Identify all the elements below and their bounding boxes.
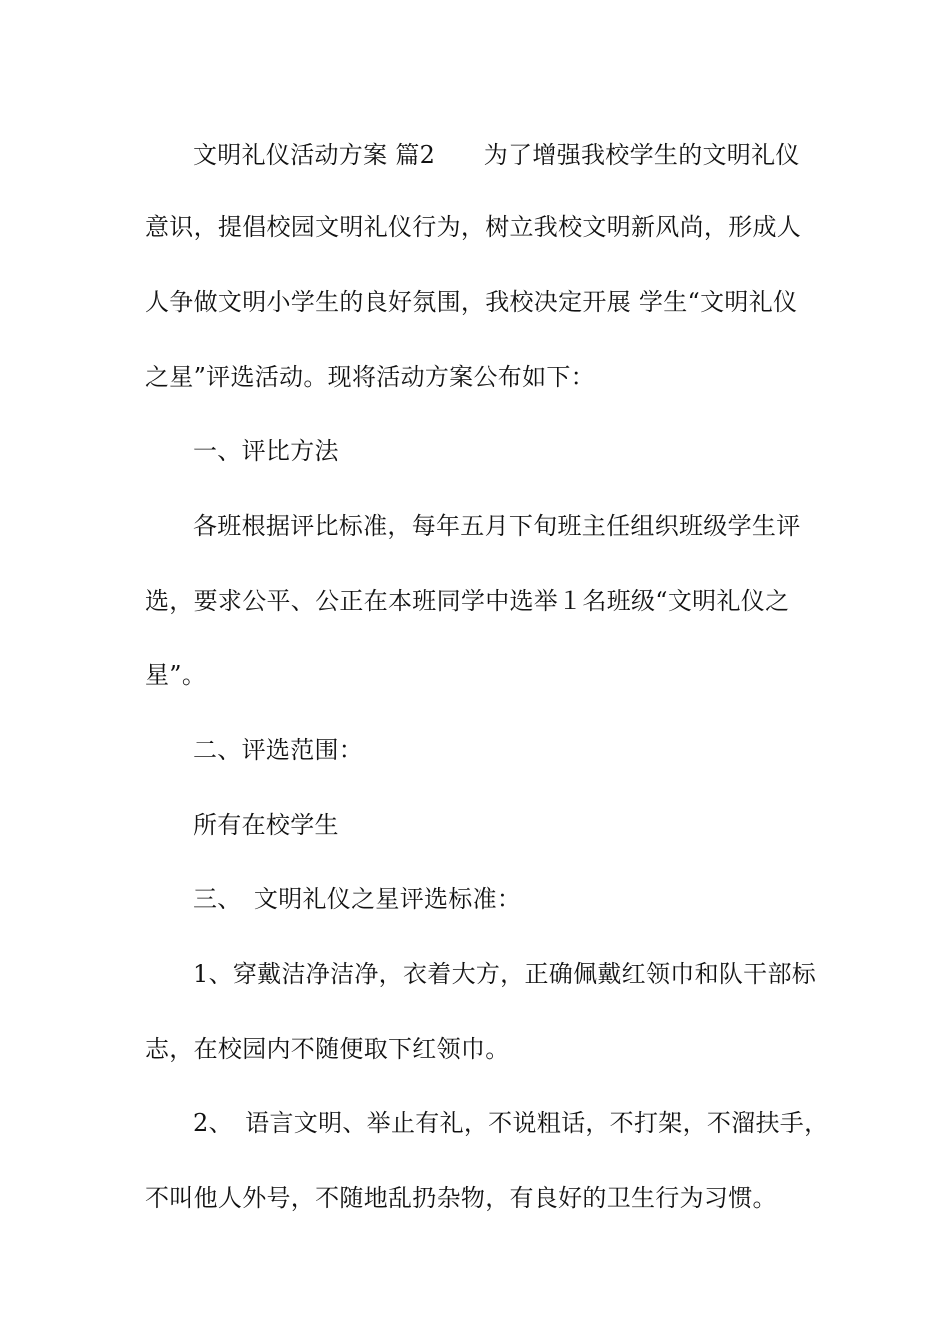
paragraph-method-line-1: 各班根据评比标准，每年五月下旬班主任组织班级学生评: [193, 512, 801, 540]
section-heading-1: 一、评比方法: [193, 437, 339, 465]
paragraph-intro-line-2: 意识，提倡校园文明礼仪行为，树立我校文明新风尚，形成人: [145, 213, 802, 241]
criterion-1-line-2: 志，在校园内不随便取下红领巾。: [145, 1035, 510, 1063]
paragraph-intro-line-3: 人争做文明小学生的良好氛围，我校决定开展 学生“文明礼仪: [145, 288, 798, 316]
section-heading-3: 三、 文明礼仪之星评选标准：: [193, 885, 522, 913]
criterion-2-line-1: 2、 语言文明、举止有礼，不说粗话，不打架，不溜扶手，: [193, 1109, 829, 1137]
paragraph-method-line-2: 选，要求公平、公正在本班同学中选举１名班级“文明礼仪之: [145, 587, 790, 615]
section-heading-2: 二、评选范围：: [193, 736, 364, 764]
paragraph-method-line-3: 星”。: [145, 661, 207, 689]
criterion-2-line-2: 不叫他人外号，不随地乱扔杂物，有良好的卫生行为习惯。: [145, 1184, 777, 1212]
paragraph-intro-line-1: 文明礼仪活动方案 篇2 为了增强我校学生的文明礼仪: [193, 141, 800, 169]
criterion-1-line-1: 1、穿戴洁净洁净，衣着大方，正确佩戴红领巾和队干部标: [193, 960, 817, 988]
paragraph-intro-line-4: 之星”评选活动。现将活动方案公布如下：: [145, 363, 595, 391]
paragraph-scope: 所有在校学生: [193, 811, 339, 839]
